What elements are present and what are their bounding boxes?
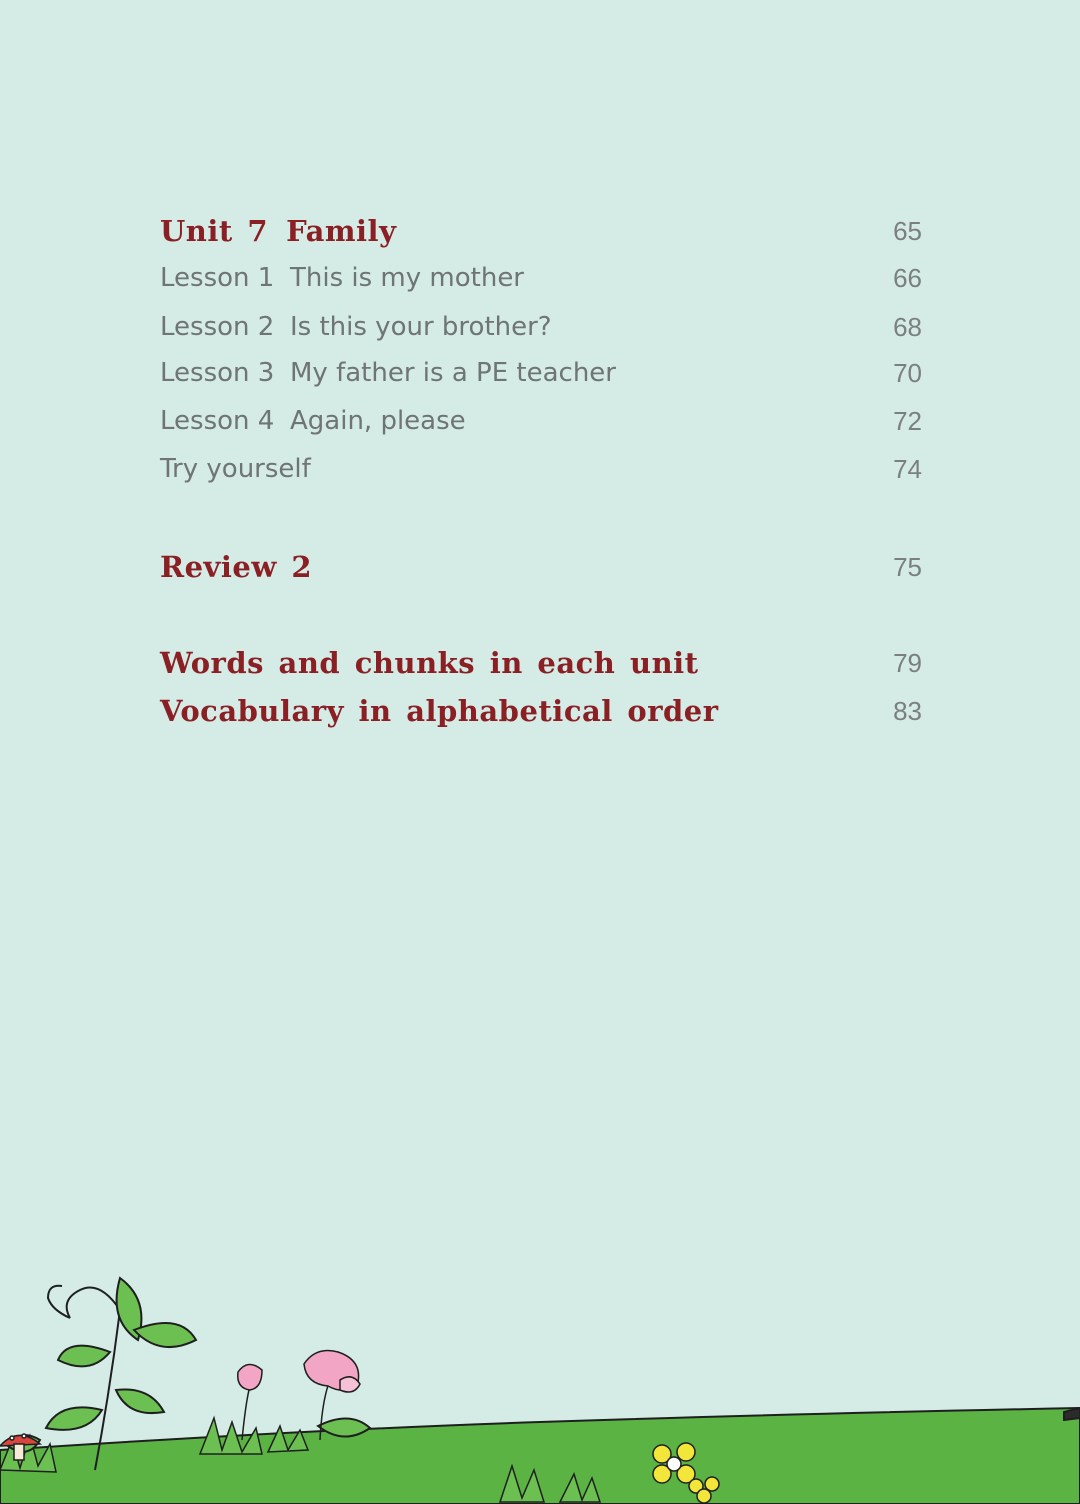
- try-yourself-title: Try yourself: [160, 454, 311, 484]
- toc-try-yourself-row[interactable]: [160, 452, 922, 492]
- lesson-number: Lesson 4: [160, 406, 275, 436]
- toc-appendix-row[interactable]: [160, 646, 922, 686]
- toc-lesson-row[interactable]: [160, 404, 922, 444]
- lesson-number: Lesson 2: [160, 312, 275, 342]
- appendix-page-number: 83: [893, 696, 922, 726]
- toc-lesson-row[interactable]: [160, 356, 922, 396]
- unit-title: Family: [286, 214, 397, 248]
- toc-unit-row[interactable]: [160, 214, 922, 254]
- lesson-page-number: 70: [893, 358, 922, 388]
- lesson-page-number: 68: [893, 312, 922, 342]
- appendix-heading: Words and chunks in each unit: [160, 646, 699, 680]
- unit-heading: [160, 214, 396, 248]
- toc-lesson-row[interactable]: [160, 261, 922, 301]
- review-page-number: 75: [893, 552, 922, 582]
- toc-lesson-row[interactable]: [160, 310, 922, 350]
- review-heading: Review 2: [160, 550, 313, 584]
- toc-review-row[interactable]: [160, 550, 922, 590]
- lesson-number: Lesson 1: [160, 263, 275, 293]
- lesson-title: My father is a PE teacher: [290, 358, 616, 388]
- toc-appendix-row[interactable]: [160, 694, 922, 734]
- try-yourself-page-number: 74: [893, 454, 922, 484]
- appendix-page-number: 79: [893, 648, 922, 678]
- lesson-title: This is my mother: [290, 263, 524, 293]
- lesson-number: Lesson 3: [160, 358, 275, 388]
- garden-illustration: [0, 1240, 1080, 1504]
- appendix-heading: Vocabulary in alphabetical order: [160, 694, 719, 728]
- lesson-title: Again, please: [290, 406, 466, 436]
- unit-page-number: 65: [893, 216, 922, 246]
- lesson-title: Is this your brother?: [290, 312, 552, 342]
- lesson-page-number: 66: [893, 263, 922, 293]
- lesson-page-number: 72: [893, 406, 922, 436]
- unit-label: Unit 7: [160, 214, 269, 248]
